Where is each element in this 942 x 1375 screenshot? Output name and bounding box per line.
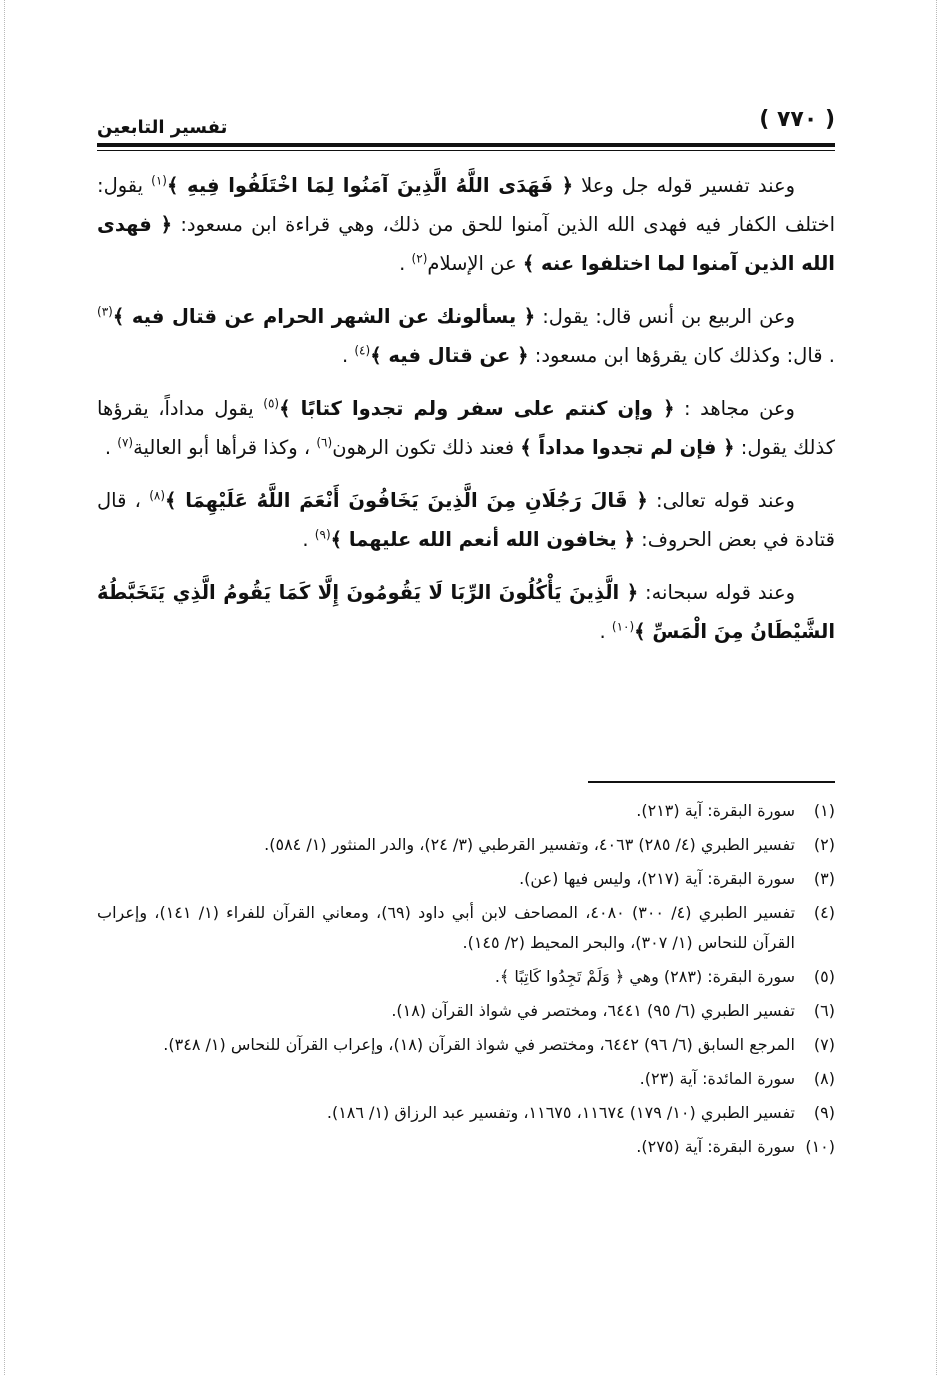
paragraph-text: . <box>104 436 118 459</box>
paragraph-text: . قال: وكذلك كان يقرؤها ابن مسعود: <box>528 344 835 367</box>
quran-quote: ﴿ يخافون الله أنعم الله عليهما ﴾ <box>330 528 635 551</box>
footnote <box>97 898 835 958</box>
quran-quote: ﴿ فَهَدَى اللَّهُ الَّذِينَ آمَنُوا لِمَا اخْتَلَفُوا فِيهِ ﴾ <box>166 174 574 197</box>
paragraph-text: ، قال قتادة في بعض الحروف: <box>97 489 835 551</box>
footnote <box>97 1064 835 1094</box>
paragraph-text: وعند قوله تعالى: <box>647 489 795 512</box>
footnotes <box>97 796 835 1166</box>
footnote-text: سورة البقرة: (٢٨٣) وهي ﴿ وَلَمْ تَجِدُوا كَاتِبًا ﴾. <box>494 967 795 986</box>
footnote-number: (٧) <box>813 1035 835 1054</box>
footnote-text: تفسير الطبري (٤/ ٢٨٥) ٤٠٦٣، وتفسير القرطبي (٣/ ٢٤)، والدر المنثور (١/ ٥٨٤). <box>264 835 795 854</box>
paragraph-text: ، وكذا قرأها أبو العالية <box>133 436 317 459</box>
paragraph-text: عن الإسلام <box>427 252 523 275</box>
footnote-text: سورة المائدة: آية (٢٣). <box>639 1069 795 1088</box>
footnote-reference: (٨) <box>149 488 166 503</box>
footnote <box>97 962 835 992</box>
footnote-reference: (٩) <box>314 527 331 542</box>
footnote-text: تفسير الطبري (٤/ ٣٠٠) ٤٠٨٠، المصاحف لابن أبي داود (٦٩)، ومعاني القرآن للفراء (١/ ١٤١)، وإعراب القرآن للنحاس (١/ ٣٠٧)، والبحر المحيط (٢/ ١٤٥). <box>97 903 796 952</box>
header-rule-thick <box>97 143 835 147</box>
paragraph-text: وعن الربيع بن أنس قال: يقول: <box>535 305 795 328</box>
paragraph-text: فعند ذلك تكون الرهون <box>332 436 521 459</box>
scan-margin-right <box>936 0 937 1375</box>
paragraph <box>97 481 835 559</box>
paragraph-text: وعن مجاهد : <box>674 397 795 420</box>
footnote-text: سورة البقرة: آية (٢١٣). <box>636 801 795 820</box>
paragraph-text: . <box>341 344 355 367</box>
footnote-text: تفسير الطبري (١٠/ ١٧٩) ١١٦٧٤، ١١٦٧٥، وتفسير عبد الرزاق (١/ ١٨٦). <box>326 1103 795 1122</box>
quran-quote: ﴿ قَالَ رَجُلَانِ مِنَ الَّذِينَ يَخَافُونَ أَنْعَمَ اللَّهُ عَلَيْهِمَا ﴾ <box>165 489 648 512</box>
footnote-number: (٤) <box>813 903 835 922</box>
quran-quote: ﴿ عن قتال فيه ﴾ <box>370 344 529 367</box>
paragraph-text: يقول: اختلف الكفار فيه فهدى الله الذين آمنوا للحق من ذلك، وهي قراءة ابن مسعود: <box>97 174 835 236</box>
paragraph <box>97 166 835 283</box>
footnote-text: المرجع السابق (٦/ ٩٦) ٦٤٤٢، ومختصر في شواذ القرآن (١٨)، وإعراب القرآن للنحاس (١/ ٣٤٨). <box>163 1035 795 1054</box>
footnote <box>97 1030 835 1060</box>
running-title: تفسير التابعين <box>97 117 228 138</box>
page-header <box>97 103 835 143</box>
footnote <box>97 830 835 860</box>
paragraph-text: وعند تفسير قوله جل وعلا <box>573 174 796 197</box>
paragraph-text: يقول مداداً، يقرؤها كذلك يقول: <box>97 397 835 459</box>
paragraph-text: . <box>399 252 412 275</box>
page-number: ( ٧٧٠ ) <box>759 107 835 132</box>
paragraph <box>97 573 835 651</box>
footnote-text: سورة البقرة: آية (٢٧٥). <box>636 1137 795 1156</box>
footnote <box>97 1132 835 1162</box>
footnote-number: (٢) <box>813 835 835 854</box>
paragraph <box>97 297 835 375</box>
footnote-number: (٥) <box>813 967 835 986</box>
footnote-text: سورة البقرة: آية (٢١٧)، وليس فيها (عن). <box>519 869 795 888</box>
paragraph-text: . <box>599 620 612 643</box>
footnote-reference: (٧) <box>117 435 134 450</box>
footnote-number: (٨) <box>813 1069 835 1088</box>
main-text <box>97 166 835 665</box>
scan-margin-left <box>4 0 5 1375</box>
paragraph-text: . <box>302 528 315 551</box>
footnote-reference: (٥) <box>263 396 280 411</box>
footnote-number: (٣) <box>813 869 835 888</box>
footnote <box>97 996 835 1026</box>
footnote-reference: (٢) <box>411 251 428 266</box>
footnote <box>97 1098 835 1128</box>
footnote-reference: (١٠) <box>611 619 635 634</box>
footnote-number: (١٠) <box>805 1137 835 1156</box>
paragraph-text: وعند قوله سبحانه: <box>638 581 795 604</box>
quran-quote: ﴿ يسألونك عن الشهر الحرام عن قتال فيه ﴾ <box>112 305 536 328</box>
quran-quote: ﴿ الَّذِينَ يَأْكُلُونَ الرِّبَا لَا يَقُومُونَ إِلَّا كَمَا يَقُومُ الَّذِي يَتَخَبَّطُهُ الشَّيْطَانُ مِنَ الْمَسِّ ﴾ <box>97 581 835 643</box>
footnote-reference: (١) <box>151 173 167 188</box>
footnote-text: تفسير الطبري (٦/ ٩٥) ٦٤٤١، ومختصر في شواذ القرآن (١٨). <box>391 1001 795 1020</box>
footnote-reference: (٣) <box>97 304 113 319</box>
footnote-reference: (٤) <box>354 343 371 358</box>
footnote <box>97 864 835 894</box>
quran-quote: ﴿ فإن لم تجدوا مداداً ﴾ <box>520 436 735 459</box>
footnote-number: (٦) <box>813 1001 835 1020</box>
footnote <box>97 796 835 826</box>
footnote-number: (١) <box>813 801 835 820</box>
paragraph <box>97 389 835 467</box>
footnote-number: (٩) <box>813 1103 835 1122</box>
footnote-reference: (٦) <box>316 435 333 450</box>
quran-quote: ﴿ فهدى الله الذين آمنوا لما اختلفوا عنه ﴾ <box>97 213 835 275</box>
quran-quote: ﴿ وإن كنتم على سفر ولم تجدوا كتابًا ﴾ <box>279 397 675 420</box>
footnote-separator <box>588 781 835 783</box>
header-rule-thin <box>97 150 835 151</box>
